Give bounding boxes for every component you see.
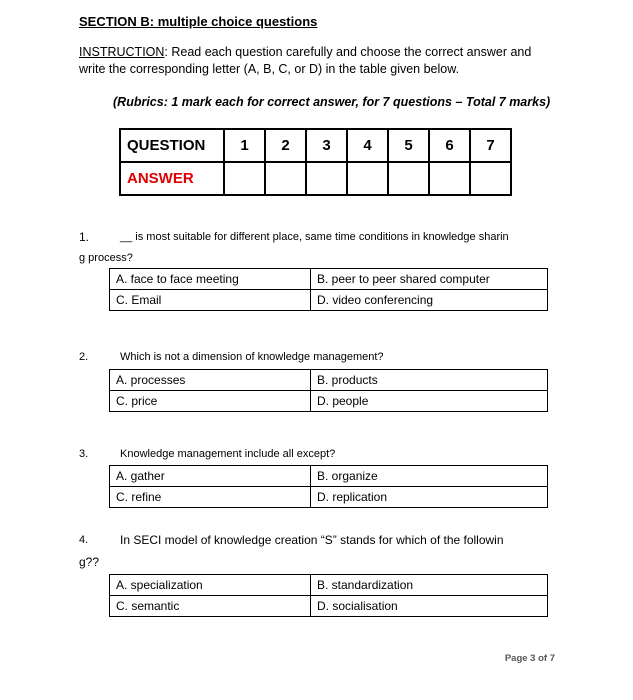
answer-cell[interactable] — [388, 162, 429, 195]
option-c: C. semantic — [110, 596, 311, 617]
question-3-number: 3. — [79, 448, 89, 460]
question-2-text: Which is not a dimension of knowledge management? — [120, 351, 384, 363]
option-c: C. Email — [110, 290, 311, 311]
option-a: A. processes — [110, 370, 311, 391]
rubrics: (Rubrics: 1 mark each for correct answer, for 7 questions – Total 7 marks) — [113, 95, 551, 109]
question-number-cell: 4 — [347, 129, 388, 162]
question-number-cell: 5 — [388, 129, 429, 162]
question-1-text-cont: g process? — [79, 252, 133, 264]
question-number-cell: 1 — [224, 129, 265, 162]
answer-table-answer-row — [120, 162, 511, 195]
question-4-text-cont: g?? — [79, 555, 100, 569]
option-b: B. standardization — [311, 575, 548, 596]
question-1-text: __ is most suitable for different place, same time conditions in knowledge sharin — [120, 231, 509, 243]
question-number-cell: 6 — [429, 129, 470, 162]
instruction-label: INSTRUCTION — [79, 45, 165, 59]
question-2-options — [109, 369, 548, 412]
section-title: SECTION B: multiple choice questions — [79, 14, 318, 29]
question-number-cell: 2 — [265, 129, 306, 162]
question-label-cell: QUESTION — [120, 129, 224, 162]
option-b: B. peer to peer shared computer — [311, 269, 548, 290]
question-3-options — [109, 465, 548, 508]
option-b: B. organize — [311, 466, 548, 487]
answer-table — [119, 128, 512, 196]
option-d: D. socialisation — [311, 596, 548, 617]
question-number-cell: 7 — [470, 129, 511, 162]
answer-cell[interactable] — [347, 162, 388, 195]
answer-label-cell: ANSWER — [120, 162, 224, 195]
option-b: B. products — [311, 370, 548, 391]
question-4-options — [109, 574, 548, 617]
question-2-number: 2. — [79, 351, 89, 363]
answer-table-header-row — [120, 129, 511, 162]
question-1-options — [109, 268, 548, 311]
answer-cell[interactable] — [224, 162, 265, 195]
answer-cell[interactable] — [470, 162, 511, 195]
option-a: A. specialization — [110, 575, 311, 596]
answer-cell[interactable] — [265, 162, 306, 195]
option-c: C. price — [110, 391, 311, 412]
instruction-text: : Read each question carefully and choose the correct answer and write the corresponding letter (A, B, C, or D) in the table given below. — [79, 45, 532, 76]
question-3-text: Knowledge management include all except? — [120, 448, 336, 460]
page-footer: Page 3 of 7 — [504, 653, 555, 664]
option-d: D. replication — [311, 487, 548, 508]
question-4-text: In SECI model of knowledge creation “S” stands for which of the followin — [120, 533, 504, 547]
option-c: C. refine — [110, 487, 311, 508]
option-a: A. gather — [110, 466, 311, 487]
answer-cell[interactable] — [429, 162, 470, 195]
option-a: A. face to face meeting — [110, 269, 311, 290]
option-d: D. people — [311, 391, 548, 412]
option-d: D. video conferencing — [311, 290, 548, 311]
question-4-number: 4. — [79, 534, 89, 546]
instruction — [79, 44, 559, 78]
answer-cell[interactable] — [306, 162, 347, 195]
question-number-cell: 3 — [306, 129, 347, 162]
question-1-number: 1. — [79, 230, 90, 244]
